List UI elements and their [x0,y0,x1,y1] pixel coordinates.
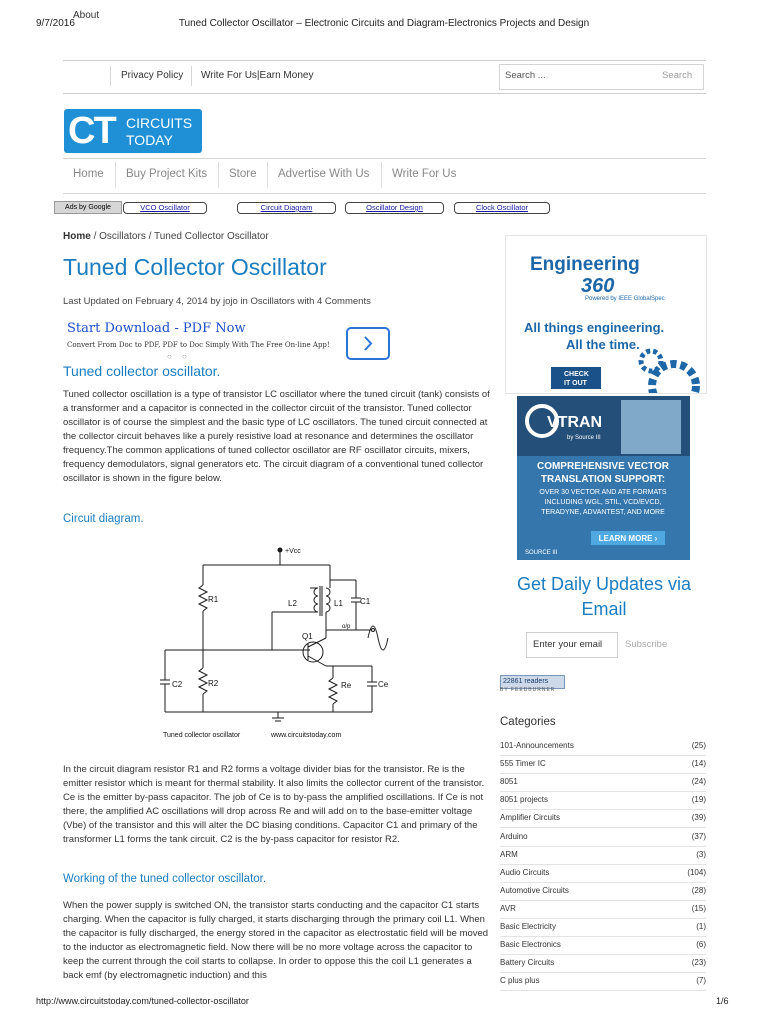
print-url: http://www.circuitstoday.com/tuned-collector-oscillator [36,996,249,1006]
category-item[interactable] [500,918,706,937]
divider [110,66,111,86]
eng-ad-powered: Powered by IEEE GlobalSpec [585,296,665,302]
heading-working: Working of the tuned collector oscillator. [63,873,267,885]
ad-link-vco-oscillator[interactable]: VCO Oscillator [123,202,207,214]
top-nav-privacy-policy[interactable]: Privacy Policy [121,70,184,81]
top-nav-about[interactable]: About [73,10,100,21]
category-name[interactable]: 555 Timer IC [500,759,546,769]
feedburner-badge[interactable]: 22861 readers [500,675,565,689]
category-item[interactable] [500,900,706,919]
category-item[interactable] [500,864,706,883]
category-count: (6) [696,940,706,950]
logo-text-line2: TODAY [126,132,173,148]
nav-advertise-with-us[interactable]: Advertise With Us [278,168,370,180]
engineering360-ad[interactable] [505,235,707,394]
category-item[interactable] [500,773,706,792]
category-name[interactable]: Automotive Circuits [500,885,569,895]
category-count: (39) [691,813,706,823]
search-placeholder: Search ... [505,70,546,81]
category-count: (3) [696,849,706,859]
breadcrumb-separator: / [145,231,154,242]
diagram-caption-right: www.circuitstoday.com [271,732,342,739]
divider [381,162,382,188]
divider [191,66,192,86]
breadcrumb-separator: / [90,231,100,242]
nav-write-for-us[interactable]: Write For Us [392,168,457,180]
eng-ad-brand-number: 360 [581,275,615,297]
paragraph-working: When the power supply is switched ON, the transistor starts conducting and the capacitor C1 starts charging. When the capacitor is fully charged, it starts discharging through the primary coil L1. When the capacitor is fully discharged, the energy stored in the capacitor as electrostatic field will be moved to the inductor as electromagnetic field. Now there will be no more voltage across the capacitor to keep the current through the coil starts to collapse. In order to oppose this the coil L1 generates a back emf (by electromagnetic induction) and this [63,900,489,981]
label-ce: Ce [378,680,389,689]
divider [218,162,219,188]
category-count: (28) [691,885,706,895]
category-name[interactable]: AVR [500,903,516,913]
ads-by-google-label[interactable]: Ads by Google [54,201,122,214]
category-item[interactable] [500,828,706,847]
category-item[interactable] [500,846,706,865]
email-updates-title-line1: Get Daily Updates via [516,574,692,594]
logo-mark: CT [68,110,115,152]
category-count: (37) [691,831,706,841]
email-updates-title-line2: Email [581,599,627,619]
category-count: (7) [696,976,706,986]
page-title: Tuned Collector Oscillator [63,254,327,280]
download-ad-title[interactable]: Start Download - PDF Now [67,321,246,336]
vtran-ad-body3: TERADYNE, ADVANTEST, AND MORE [541,509,665,516]
label-r1: R1 [208,595,219,604]
category-item[interactable] [500,809,706,828]
category-name[interactable]: C plus plus [500,976,540,986]
print-title: Tuned Collector Oscillator – Electronic Circuits and Diagram-Electronics Projects and Design [178,18,590,29]
logo-text-line1: CIRCUITS [126,115,193,131]
categories-heading: Categories [500,716,556,728]
post-meta: Last Updated on February 4, 2014 by jojo in Oscillators with 4 Comments [63,296,371,307]
print-date: 9/7/2016 [36,18,75,29]
engineering360-ad-graphic [506,236,706,393]
vtran-ad-headline1: COMPREHENSIVE VECTOR [536,461,670,472]
label-l1: L1 [334,599,343,608]
vtran-ad-body2: INCLUDING WGL, STIL, VCD/EVCD, [544,499,662,506]
eng-ad-brand: Engineering [530,254,640,275]
ad-link-oscillator-design[interactable]: Oscillator Design [345,202,444,214]
category-name[interactable]: 8051 projects [500,795,549,805]
email-input[interactable]: Enter your email [526,632,618,658]
carousel-dots[interactable]: ○ ○ [167,352,191,361]
breadcrumb [63,231,269,242]
category-name[interactable]: Amplifier Circuits [500,813,561,823]
label-c1: C1 [360,597,371,606]
circuit-diagram [150,540,400,745]
print-page-number: 1/6 [716,996,729,1006]
label-re: Re [341,681,352,690]
category-name[interactable]: Audio Circuits [500,867,550,877]
breadcrumb-oscillators[interactable]: Oscillators [99,231,146,242]
category-name[interactable]: Arduino [500,831,528,841]
download-ad-button[interactable] [346,327,390,360]
subscribe-button[interactable]: Subscribe [625,639,668,650]
top-nav-write-for-us[interactable]: Write For Us|Earn Money [201,70,314,81]
diagram-caption-left: Tuned collector oscillator [163,732,241,739]
eng-ad-cta-line2[interactable]: IT OUT [564,380,587,387]
heading-intro: Tuned collector oscillator. [63,363,221,379]
eng-ad-cta-line1[interactable]: CHECK [564,371,589,378]
category-name[interactable]: 8051 [500,777,518,787]
category-item[interactable] [500,791,706,810]
download-ad-subtitle: Convert From Doc to PDF, PDF to Doc Simply With The Free On-line App! [67,341,330,349]
category-item[interactable] [500,972,706,991]
feedburner-label: BY FEEDBURNER [500,687,556,693]
label-vcc: +Vcc [285,548,301,555]
category-name[interactable]: ARM [500,849,518,859]
heading-circuit-diagram: Circuit diagram. [63,513,144,525]
label-output: o/p [342,624,351,630]
vtran-ad-headline2: TRANSLATION SUPPORT: [540,474,666,485]
paragraph-intro: Tuned collector oscillation is a type of transistor LC oscillator where the tuned circuit (tank) consists of a transformer and a capacitor is connected in the collector circuit of the transistor. Tuned collector oscillator is of course the simplest and the basic type of LC oscillators. The tuned circuit connected at the collector circuit behaves like a purely resistive load at resonance and determines the oscillator frequency.The common applications of tuned collector oscillator are RF oscillator circuits, mixers, frequency demodulators, signal generators etc. The circuit diagram of a conventional tuned collector oscillator is shown in the figure below. [63,389,490,484]
category-item[interactable] [500,755,706,774]
category-count: (23) [691,958,706,968]
vtran-ad-brand: VTRAN [547,414,603,431]
label-q1: Q1 [302,632,313,641]
label-l2: L2 [288,599,297,608]
category-item[interactable] [500,954,706,973]
category-count: (1) [696,922,706,931]
category-count: (104) [687,867,706,877]
category-name[interactable]: Battery Circuits [500,958,555,968]
ad-link-clock-oscillator[interactable]: Clock Oscillator [454,202,550,214]
divider [115,162,116,188]
breadcrumb-home[interactable]: Home [63,231,91,242]
divider [267,162,268,188]
vtran-ad-cta[interactable]: LEARN MORE › [598,534,658,543]
eng-ad-line2: All the time. [566,337,640,352]
paragraph-circuit-explanation: In the circuit diagram resistor R1 and R2 forms a voltage divider bias for the transistor. Re is the emitter resistor which is meant for thermal stability. It also limits the collector current of the transistor. Ce is the emitter by-pass capacitor. The job of Ce is to by-pass the amplified oscillations. If Ce is not there, the amplified AC oscillations will drop across Re and will add on to the base-emitter voltage (Vbe) of the transistor and this will alter the DC biasing conditions. Capacitor C1 and primary of the transformer L1 forms the tank circuit. C2 is the by-pass capacitor for resistor R2. [63,764,485,845]
nav-home[interactable]: Home [73,168,104,180]
category-item[interactable] [500,737,706,756]
search-button[interactable]: Search [662,70,693,81]
category-item[interactable] [500,882,706,901]
nav-buy-project-kits[interactable]: Buy Project Kits [126,168,208,180]
breadcrumb-current: Tuned Collector Oscillator [153,231,269,242]
category-item[interactable] [500,936,706,955]
category-name[interactable]: 101-Announcements [500,741,574,750]
chevron-right-icon [348,329,388,358]
nav-store[interactable]: Store [229,168,257,180]
eng-ad-line1: All things engineering. [524,320,665,335]
ad-link-circuit-diagram[interactable]: Circuit Diagram [237,202,336,214]
category-count: (15) [691,903,706,913]
vtran-ad[interactable] [517,396,690,560]
label-c2: C2 [172,680,183,689]
vtran-ad-body1: OVER 30 VECTOR AND ATE FORMATS [539,489,667,496]
label-r2: R2 [208,679,219,688]
category-name[interactable]: Basic Electronics [500,940,561,950]
category-count: (25) [691,741,706,750]
vtran-ad-graphic [517,396,690,560]
category-count: (24) [691,777,706,787]
category-count: (19) [691,795,706,805]
category-name[interactable]: Basic Electricity [500,922,557,931]
category-count: (14) [691,759,706,769]
vtran-ad-footer: SOURCE III [525,550,558,556]
vtran-ad-by: by Source III [567,435,601,441]
email-updates-title [500,572,708,622]
